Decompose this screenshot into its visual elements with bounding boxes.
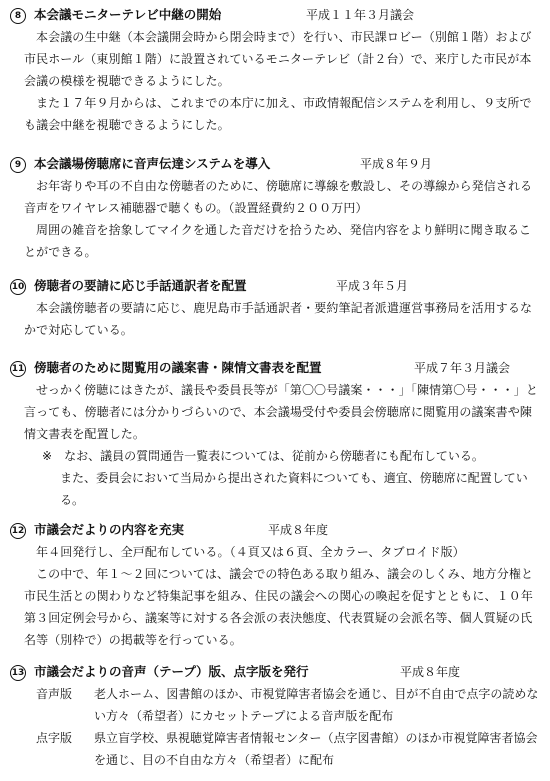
section-date: 平成７年３月議会 — [414, 361, 511, 375]
section-number: 9 — [10, 157, 26, 173]
section-date: 平成８年９月 — [360, 157, 433, 171]
paragraph: 本会議の生中継（本会議開会時から閉会時まで）を行い、市民課ロビー（別館１階）および市民ホール（東別館１階）に設置されているモニターテレビ（計２台）で、来庁した市民が本会議の模様を視聴できるようにした。 — [24, 30, 532, 88]
section-11 — [10, 357, 542, 511]
paragraph: 周囲の雑音を捨象してマイクを通した音だけを拾うため、発信内容をより鮮明に聞き取ることができる。 — [24, 223, 532, 259]
paragraph: せっかく傍聴にはきたが、議長や委員長等が「第〇〇号議案・・・」「陳情第〇号・・・」と言っても、傍聴者には分かりづらいので、本会議場受付や委員会傍聴席に閲覧用の議案書や陳情文書表を配置した。 — [24, 383, 538, 441]
section-header — [10, 4, 542, 26]
section-12 — [10, 519, 542, 651]
section-header — [10, 357, 542, 379]
section-date: 平成８年度 — [400, 665, 461, 679]
note — [10, 445, 542, 467]
section-10 — [10, 275, 542, 341]
section-date: 平成１１年３月議会 — [306, 8, 415, 22]
item-audio-edition — [10, 683, 542, 727]
section-number: 11 — [10, 361, 26, 377]
section-number: 10 — [10, 279, 26, 295]
section-title: 傍聴者の要請に応じ手話通訳者を配置 — [34, 278, 247, 293]
item-label: 音声版 — [36, 687, 73, 701]
paragraph: 本会議傍聴者の要請に応じ、鹿児島市手話通訳者・要約筆記者派遣運営事務局を活用するなかで対応している。 — [24, 301, 533, 337]
item-label: 点字版 — [36, 731, 73, 745]
section-number: 8 — [10, 8, 26, 24]
section-date: 平成８年度 — [268, 523, 329, 537]
paragraph: お年寄りや耳の不自由な傍聴者のために、傍聴席に導線を敷設し、その導線から発信される音声をワイヤレス補聴器で聴くもの。（設置経費約２００万円） — [24, 179, 533, 215]
section-title: 市議会だよりの内容を充実 — [34, 522, 185, 537]
section-header — [10, 519, 542, 541]
paragraph: 年４回発行し、全戸配布している。（４頁又は６頁、全カラー、タブロイド版） — [36, 545, 465, 559]
section-number: 12 — [10, 523, 26, 539]
item-text: 老人ホーム、図書館のほか、市視覚障害者協会を通じ、目が不自由で点字の読めない方々（希望者）にカセットテープによる音声版を配布 — [94, 687, 539, 723]
section-number: 13 — [10, 665, 26, 681]
section-9 — [10, 153, 542, 263]
item-braille-edition — [10, 727, 542, 771]
section-title: 本会議モニターテレビ中継の開始 — [34, 7, 222, 22]
section-title: 傍聴者のために閲覧用の議案書・陳情文書表を配置 — [34, 360, 322, 375]
section-title: 本会議場傍聴席に音声伝達システムを導入 — [34, 156, 271, 171]
section-header — [10, 661, 542, 683]
note-line: また、委員会において当局から提出された資料についても、適宜、傍聴席に配置している。 — [60, 471, 528, 507]
note-mark: ※ — [42, 449, 53, 463]
section-header — [10, 275, 542, 297]
section-header — [10, 153, 542, 175]
note-line: なお、議員の質問通告一覧表については、従前から傍聴者にも配布している。 — [64, 449, 484, 463]
section-title: 市議会だよりの音声（テープ）版、点字版を発行 — [34, 664, 309, 679]
section-13 — [10, 661, 542, 771]
item-text: 県立盲学校、県視聴覚障害者情報センター（点字図書館）のほか市視覚障害者協会を通じ、目の不自由な方々（希望者）に配布 — [94, 731, 538, 767]
section-date: 平成３年５月 — [336, 279, 409, 293]
paragraph: また１７年９月からは、これまでの本庁に加え、市政情報配信システムを利用し、９支所でも議会中継を視聴できるようにした。 — [24, 96, 532, 132]
section-8 — [10, 4, 542, 136]
paragraph: この中で、年１～２回については、議会での特色ある取り組み、議会のしくみ、地方分権と市民生活との関わりなど特集記事を組み、住民の議会への関心の喚起を促すとともに、１０年第３回定例会号から、議案等に対する各会派の表決態度、代表質疑の会派名等、個人質疑の氏名等（別枠で）の掲載等を行っている。 — [24, 567, 534, 647]
